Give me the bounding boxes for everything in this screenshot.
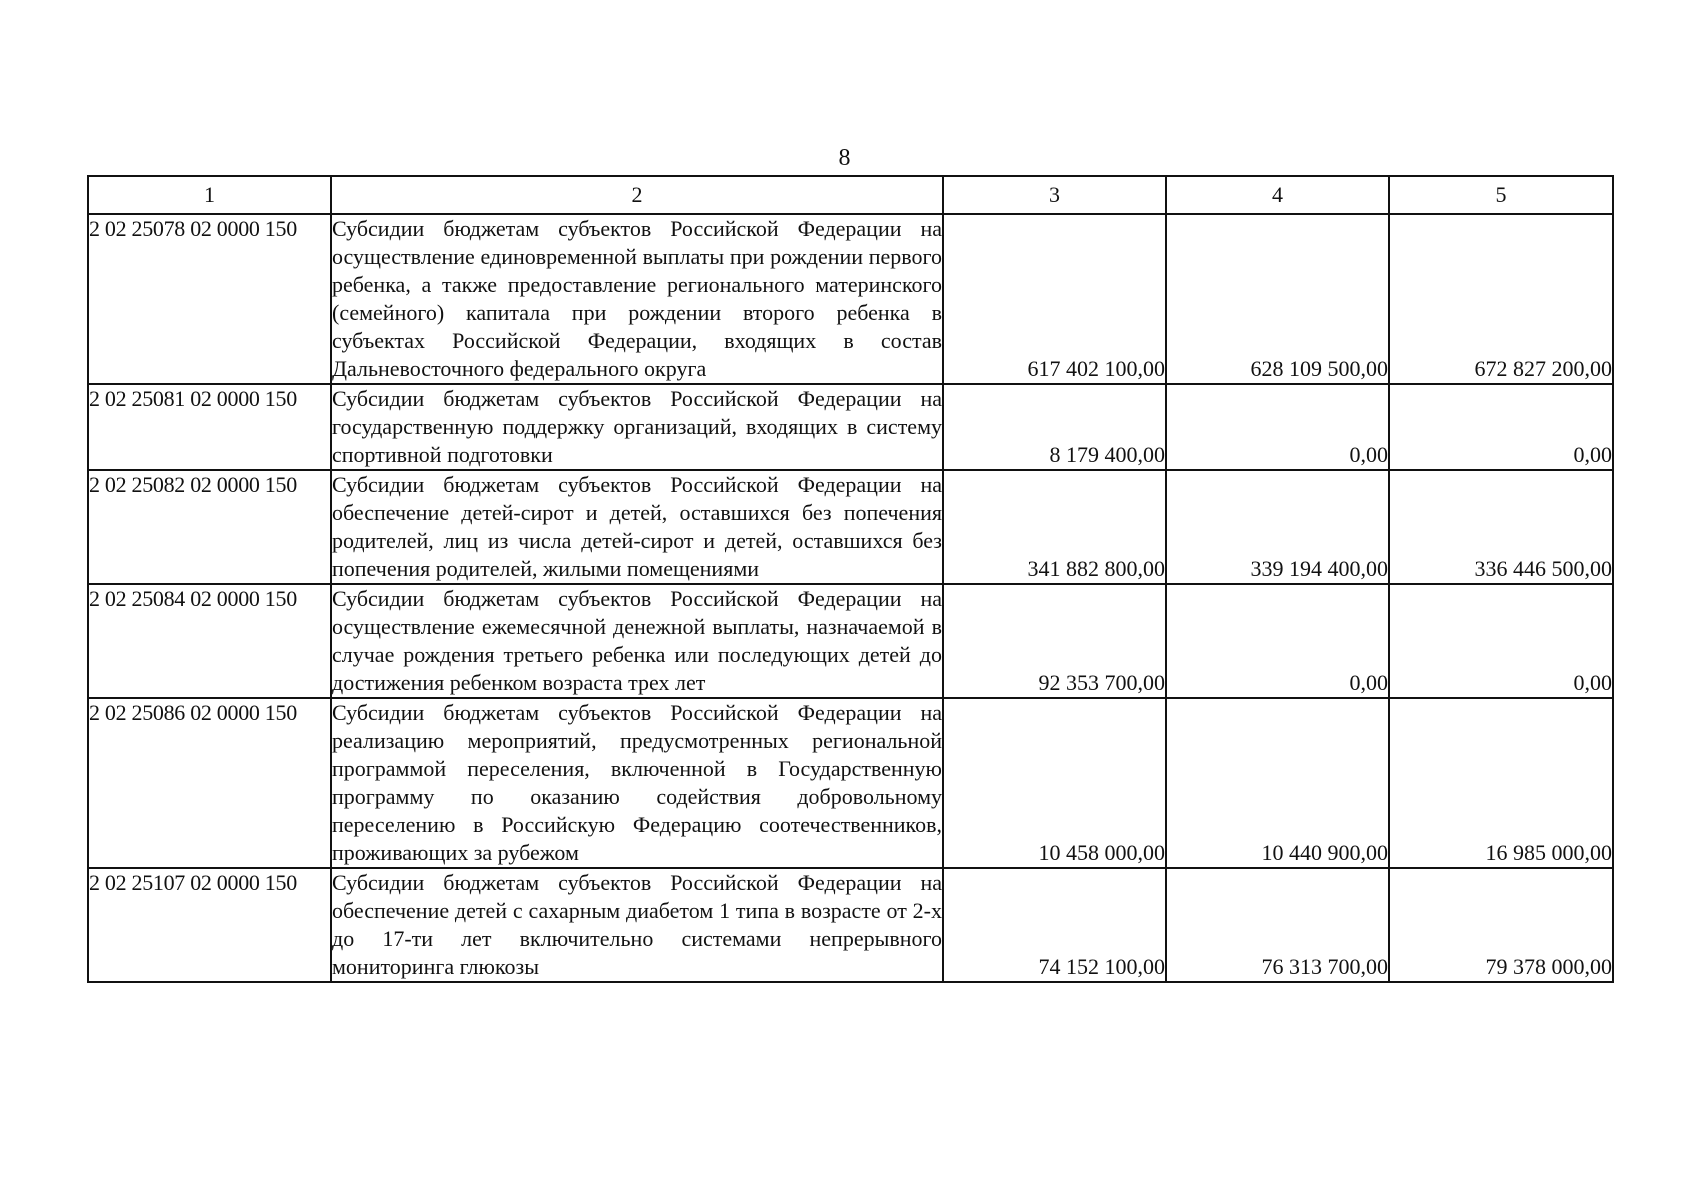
amount-col-3: 617 402 100,00 <box>943 214 1166 384</box>
budget-code: 2 02 25107 02 0000 150 <box>88 868 331 982</box>
amount-col-5: 672 827 200,00 <box>1389 214 1613 384</box>
amount-col-4: 10 440 900,00 <box>1166 698 1389 868</box>
column-header-2: 2 <box>331 176 943 214</box>
amount-col-3: 74 152 100,00 <box>943 868 1166 982</box>
table-row <box>88 698 1613 868</box>
budget-code: 2 02 25082 02 0000 150 <box>88 470 331 584</box>
row-description: Субсидии бюджетам субъектов Российской Федерации на обеспечение детей-сирот и детей, оставшихся без попечения родителей, лиц из числа детей-сирот и детей, оставшихся без попечения родителей, жилыми помещениями <box>331 470 943 584</box>
amount-col-5: 336 446 500,00 <box>1389 470 1613 584</box>
amount-col-5: 79 378 000,00 <box>1389 868 1613 982</box>
row-description: Субсидии бюджетам субъектов Российской Федерации на обеспечение детей с сахарным диабетом 1 типа в возрасте от 2-х до 17-ти лет включительно системами непрерывного мониторинга глюкозы <box>331 868 943 982</box>
amount-col-3: 8 179 400,00 <box>943 384 1166 470</box>
amount-col-4: 0,00 <box>1166 384 1389 470</box>
amount-col-4: 339 194 400,00 <box>1166 470 1389 584</box>
amount-col-5: 0,00 <box>1389 584 1613 698</box>
table-row <box>88 470 1613 584</box>
column-header-3: 3 <box>943 176 1166 214</box>
budget-table <box>87 175 1614 983</box>
header-row <box>88 176 1613 214</box>
table-row <box>88 868 1613 982</box>
column-header-5: 5 <box>1389 176 1613 214</box>
amount-col-3: 10 458 000,00 <box>943 698 1166 868</box>
row-description: Субсидии бюджетам субъектов Российской Федерации на осуществление ежемесячной денежной выплаты, назначаемой в случае рождения третьего ребенка или последующих детей до достижения ребенком возраста трех лет <box>331 584 943 698</box>
amount-col-4: 0,00 <box>1166 584 1389 698</box>
amount-col-5: 0,00 <box>1389 384 1613 470</box>
column-header-1: 1 <box>88 176 331 214</box>
budget-code: 2 02 25078 02 0000 150 <box>88 214 331 384</box>
budget-code: 2 02 25081 02 0000 150 <box>88 384 331 470</box>
row-description: Субсидии бюджетам субъектов Российской Федерации на реализацию мероприятий, предусмотренных региональной программой переселения, включенной в Государственную программу по оказанию содействия добровольному переселению в Российскую Федерацию соотечественников, проживающих за рубежом <box>331 698 943 868</box>
table-row <box>88 584 1613 698</box>
table-row <box>88 214 1613 384</box>
amount-col-4: 76 313 700,00 <box>1166 868 1389 982</box>
row-description: Субсидии бюджетам субъектов Российской Федерации на осуществление единовременной выплаты при рождении первого ребенка, а также предоставление регионального материнского (семейного) капитала при рождении второго ребенка в субъектах Российской Федерации, входящих в состав Дальневосточного федерального округа <box>331 214 943 384</box>
table-row <box>88 384 1613 470</box>
budget-code: 2 02 25084 02 0000 150 <box>88 584 331 698</box>
page-number: 8 <box>838 145 851 171</box>
amount-col-5: 16 985 000,00 <box>1389 698 1613 868</box>
row-description: Субсидии бюджетам субъектов Российской Федерации на государственную поддержку организаций, входящих в систему спортивной подготовки <box>331 384 943 470</box>
budget-code: 2 02 25086 02 0000 150 <box>88 698 331 868</box>
amount-col-3: 341 882 800,00 <box>943 470 1166 584</box>
column-header-4: 4 <box>1166 176 1389 214</box>
amount-col-3: 92 353 700,00 <box>943 584 1166 698</box>
amount-col-4: 628 109 500,00 <box>1166 214 1389 384</box>
